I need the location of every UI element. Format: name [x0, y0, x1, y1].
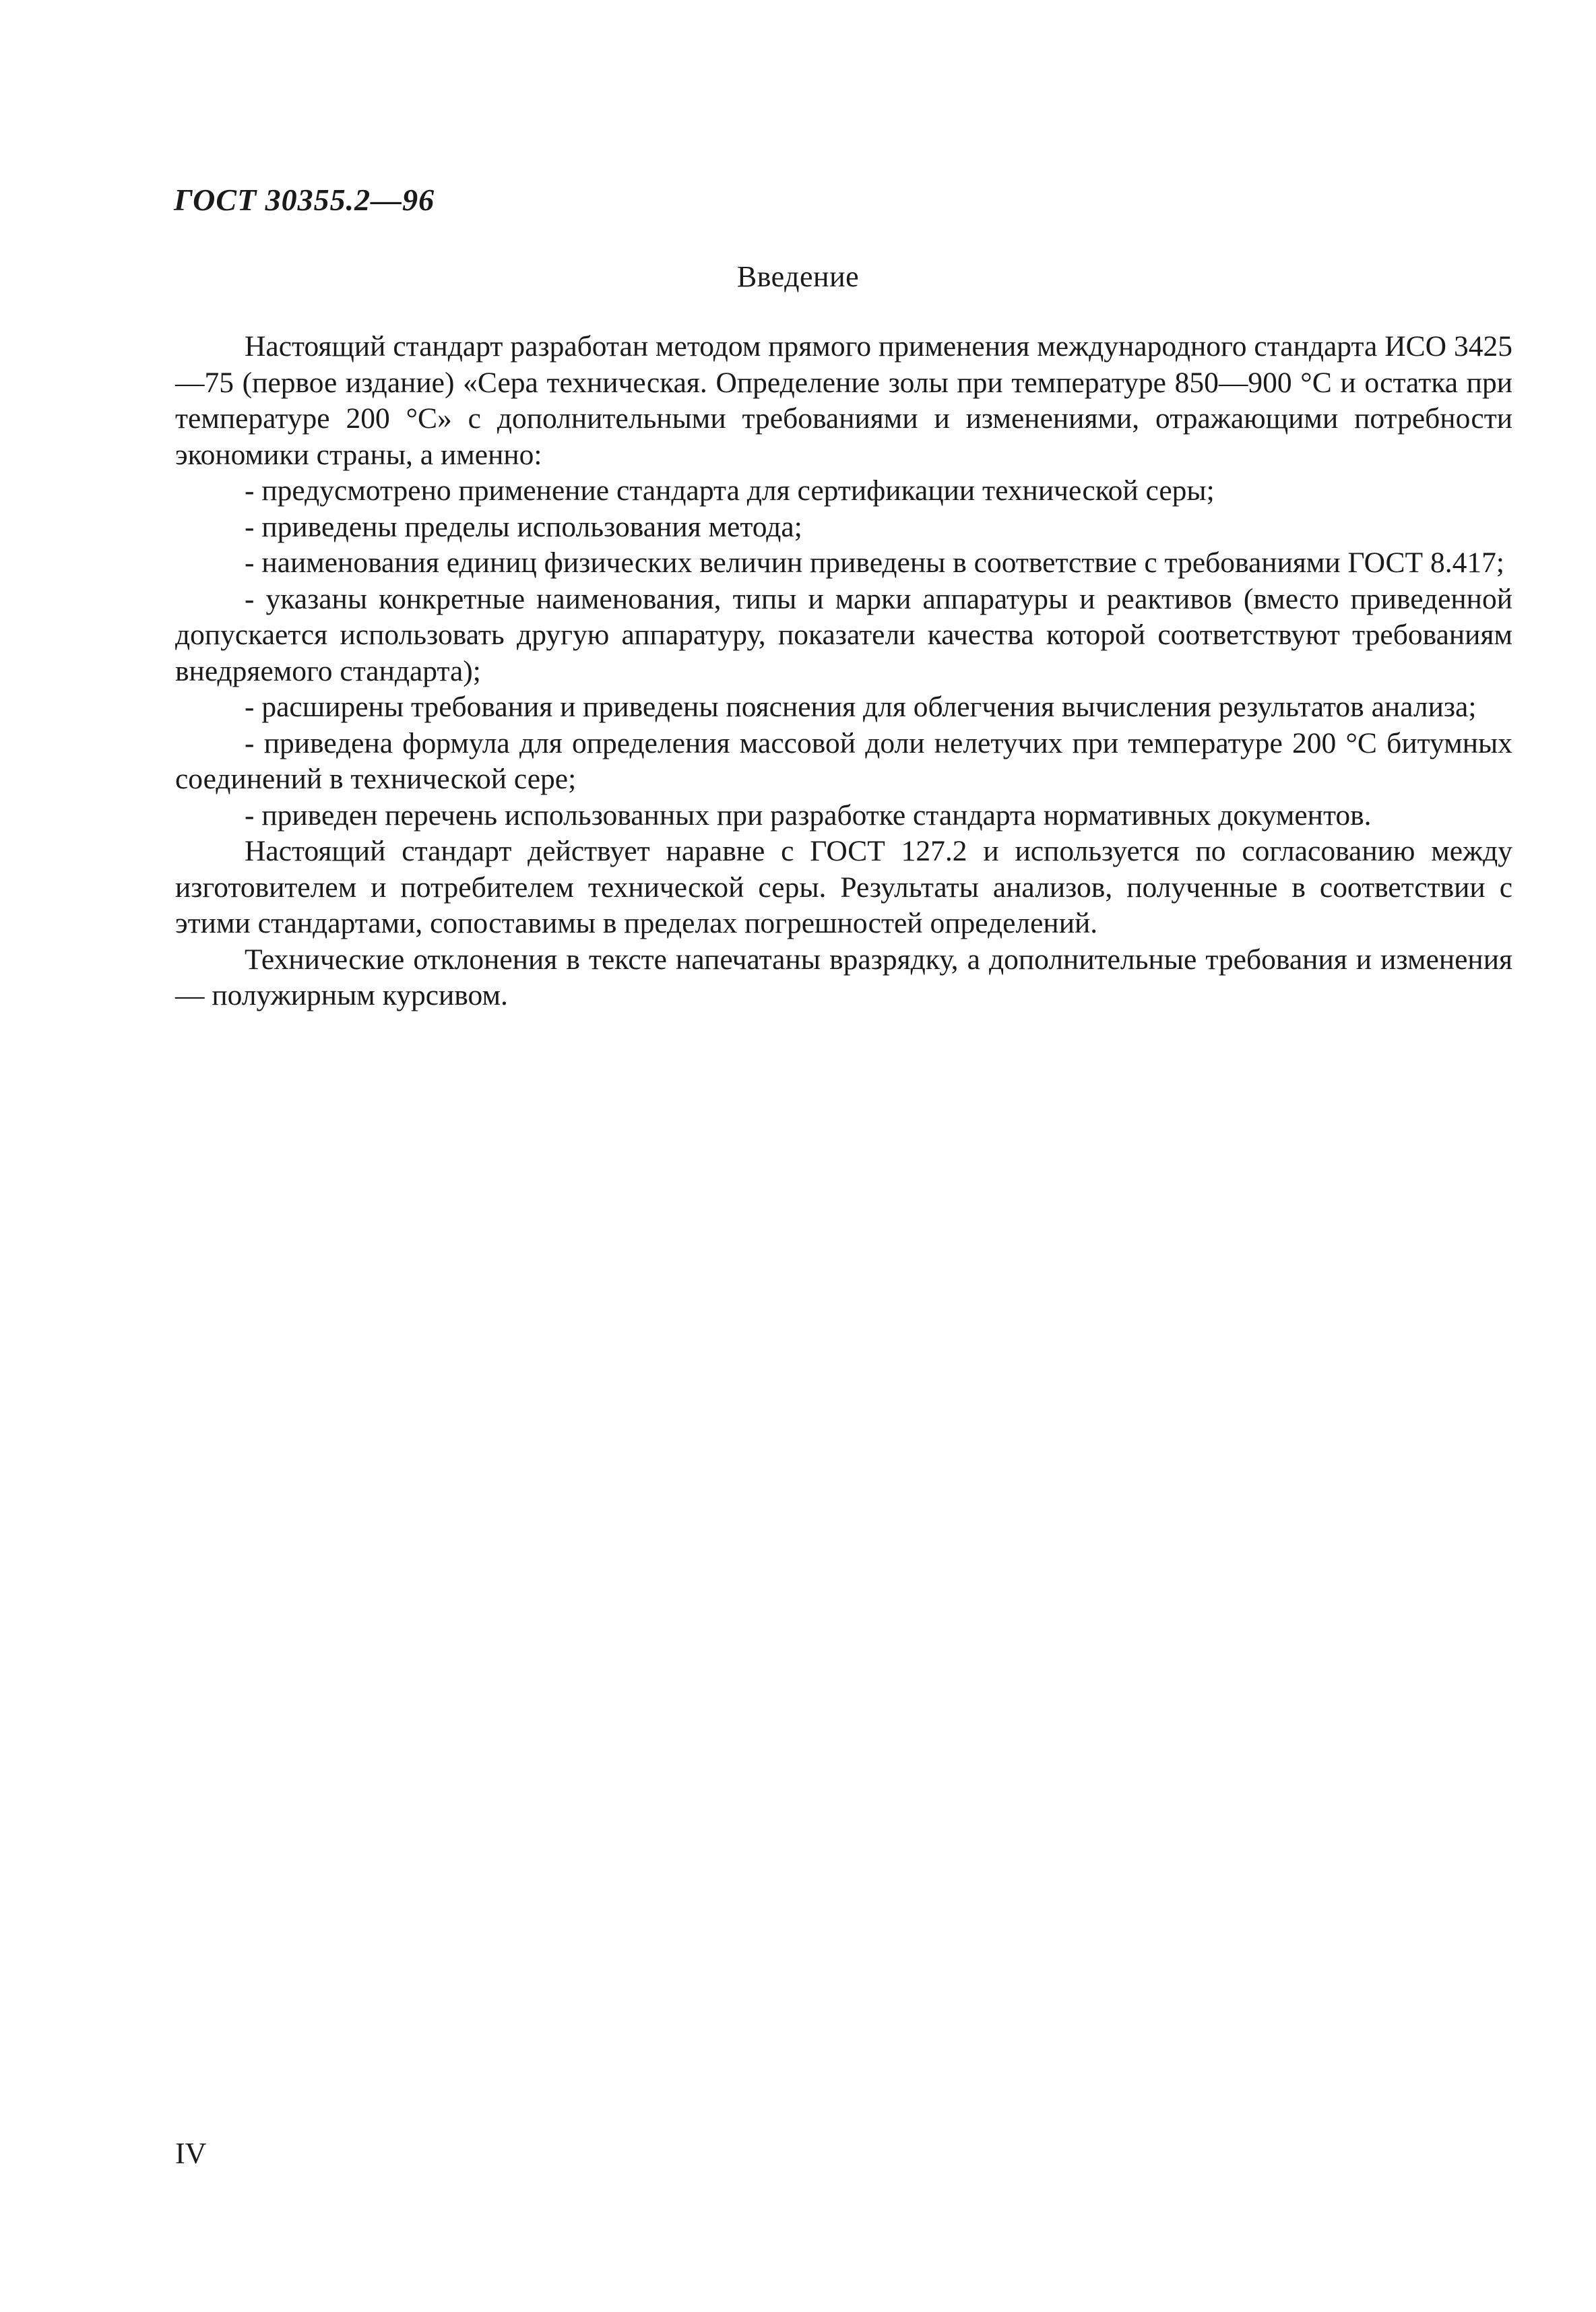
paragraph-equivalence: Настоящий стандарт действует наравне с ГОСТ 127.2 и используется по согласованию между изготовителем и потребителем технической серы. Результаты анализов, полученные в соответствии с этими стандартами, сопоставимы в пределах погрешностей определений. — [175, 835, 1512, 939]
body-text — [175, 329, 1512, 1014]
paragraph-typography-note: Технические отклонения в тексте напечатаны вразрядку, а дополнительные требования и изменения — полужирным курсивом. — [175, 943, 1512, 1011]
list-item-calculations: - расширены требования и приведены пояснения для облегчения вычисления результатов анализа; — [245, 691, 1477, 723]
list-item-references: - приведен перечень использованных при разработке стандарта нормативных документов. — [245, 799, 1372, 832]
list-item-formula: - приведена формула для определения массовой доли нелетучих при температуре 200 °С битумных соединений в технической сере; — [175, 726, 1512, 795]
list-item-method-limits: - приведены пределы использования метода; — [245, 510, 802, 543]
section-title: Введение — [736, 260, 860, 293]
list-item-certification: - предусмотрено применение стандарта для сертификации технической серы; — [245, 474, 1215, 507]
page-number: IV — [175, 2137, 207, 2170]
standard-code: ГОСТ 30355.2—96 — [174, 183, 435, 217]
list-item-units: - наименования единиц физических величин приведены в соответствие с требованиями ГОСТ 8.417; — [245, 546, 1504, 579]
list-item-apparatus: - указаны конкретные наименования, типы и марки аппаратуры и реактивов (вместо приведенной допускается использовать другую аппаратуру, показатели качества которой соответствуют требованиям внедряемого стандарта); — [175, 582, 1512, 687]
paragraph-intro: Настоящий стандарт разработан методом прямого применения международного стандарта ИСО 3425—75 (первое издание) «Сера техническая. Определение золы при температуре 850—900 °С и остатка при температуре 200 °С» с дополнительными требованиями и изменениями, отражающими потребности экономики страны, а именно: — [175, 330, 1512, 471]
